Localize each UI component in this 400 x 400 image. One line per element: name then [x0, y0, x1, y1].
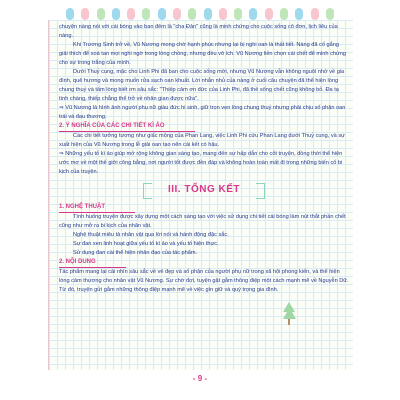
paragraph: Dưới Thuỷ cung, mặc cho Linh Phi đã ban cho cuộc sống mới, nhưng Vũ Nương vẫn không nguôi nhớ về gia đình, quê hương và mong muốn rửa sạch oan khuất. Lời nhắn nhủ của nàng ở cuối câu chuyện đã thể hiện lòng chung thuỷ và tấm lòng biết ơn sâu sắc: "Thiếp cảm ơn đức của Linh Phi, đã thề sống chết cũng không bỏ. Đa tạ tình chàng, thiếp chẳng thể trở về nhân gian được nữa".	[59, 69, 345, 102]
ring-icon	[188, 8, 196, 20]
paragraph: Tình huống truyện được xây dựng một cách sáng tạo với việc sử dụng chi tiết cái bóng làm nút thắt phần chết cũng như mở ra bi kịch của nhân vật.	[59, 214, 346, 229]
ring-icon	[280, 8, 288, 20]
paragraph: Khi Trương Sinh trở về, Vũ Nương mong chờ hạnh phúc nhưng lại bị nghi oan là thất tiết. Nàng đã cố gắng giải thích để xoá tan mọi nghi ngờ trong lòng chồng, nhưng đều vô ích. Vũ Nương liền chọn cái chết để minh chứng cho sự trong trắng của mình.	[59, 42, 346, 66]
ring-icon	[234, 8, 242, 20]
ring-icon	[219, 8, 227, 20]
grid-paper	[48, 20, 353, 370]
pine-tree-icon	[281, 302, 297, 328]
paragraph: Nghệ thuật miêu tả nhân vật qua lời nói và hành động đặc sắc.	[73, 232, 229, 238]
ring-icon	[265, 8, 273, 20]
ring-icon	[326, 8, 334, 20]
right-bracket-icon	[256, 183, 265, 199]
paragraph: chuyện nàng nói với cái bóng vào ban đêm là "cha Đản" cũng là minh chứng cho cuộc sống cô đơn, lịch liêu của nàng.	[59, 24, 338, 39]
subsection-heading: 1. NGHỆ THUẬT	[59, 203, 135, 213]
subsection-heading: 2. NỘI DUNG	[59, 258, 126, 268]
part-title-wrap	[59, 183, 349, 199]
paragraph: Sự đan xen linh hoạt giữa yếu tố kì ảo và yếu tố hiện thực.	[73, 241, 219, 247]
page-number: - 9 -	[192, 374, 208, 383]
paragraph: Tác phẩm mang lại cái nhìn sâu sắc về vẻ đẹp và số phận của người phụ nữ trong xã hội phong kiến, và thể hiện lòng cảm thương cho nhân vật Vũ Nương. Sự chờ đợi, tuyện gặt gắm thông điệp một cách mạnh mẽ về Nguyễn Dữ. Từ đó, truyện gửi gắm những thông điệp mạnh mẽ về việc gìn giữ và quý trọng gia đình.	[59, 269, 349, 293]
left-bracket-icon	[143, 183, 152, 199]
ring-icon	[66, 8, 74, 20]
ring-icon	[295, 8, 303, 20]
ring-icon	[127, 8, 135, 20]
page-content	[59, 23, 349, 295]
ring-icon	[173, 8, 181, 20]
conclusion-paragraph: ⇒ Vũ Nương là hình ảnh người phụ nữ giàu đức hi sinh, giữ trọn vẹn lòng chung thuỷ nhưng phải chịu số phận oan trái và đau thương.	[59, 105, 346, 120]
section-heading: 2. Ý NGHĨA CỦA CÁC CHI TIẾT KÌ ẢO	[59, 122, 195, 132]
ring-icon	[204, 8, 212, 20]
part-title: III. TỔNG KẾT	[167, 184, 241, 196]
ring-icon	[311, 8, 319, 20]
ring-icon	[158, 8, 166, 20]
ring-icon	[249, 8, 257, 20]
ring-icon	[81, 8, 89, 20]
ring-icon	[142, 8, 150, 20]
conclusion-paragraph: ⇒ Những yếu tố kì ảo giúp mở rộng không gian sáng tạo, mang đến sự hấp dẫn cho cốt truyện, đồng thời thể hiện ước mơ về một thế giới công bằng, nơi người tốt được đền đáp và không hoàn toàn mất đi trong những biến cố bi kịch của truyện.	[59, 151, 343, 175]
ring-icon	[112, 8, 120, 20]
ring-icon	[97, 8, 105, 20]
paragraph: Các chi tiết tưởng tượng như giấc mộng của Phan Lang, việc Linh Phi cứu Phan Lang dưới Thuỷ cung, và sự xuất hiện của Vũ Nương trong lễ giải oan tạo nên cái kết có hậu.	[59, 133, 345, 148]
paragraph: Sử dụng đan cài thể hiện nhân đạo của tác phẩm.	[73, 250, 198, 256]
